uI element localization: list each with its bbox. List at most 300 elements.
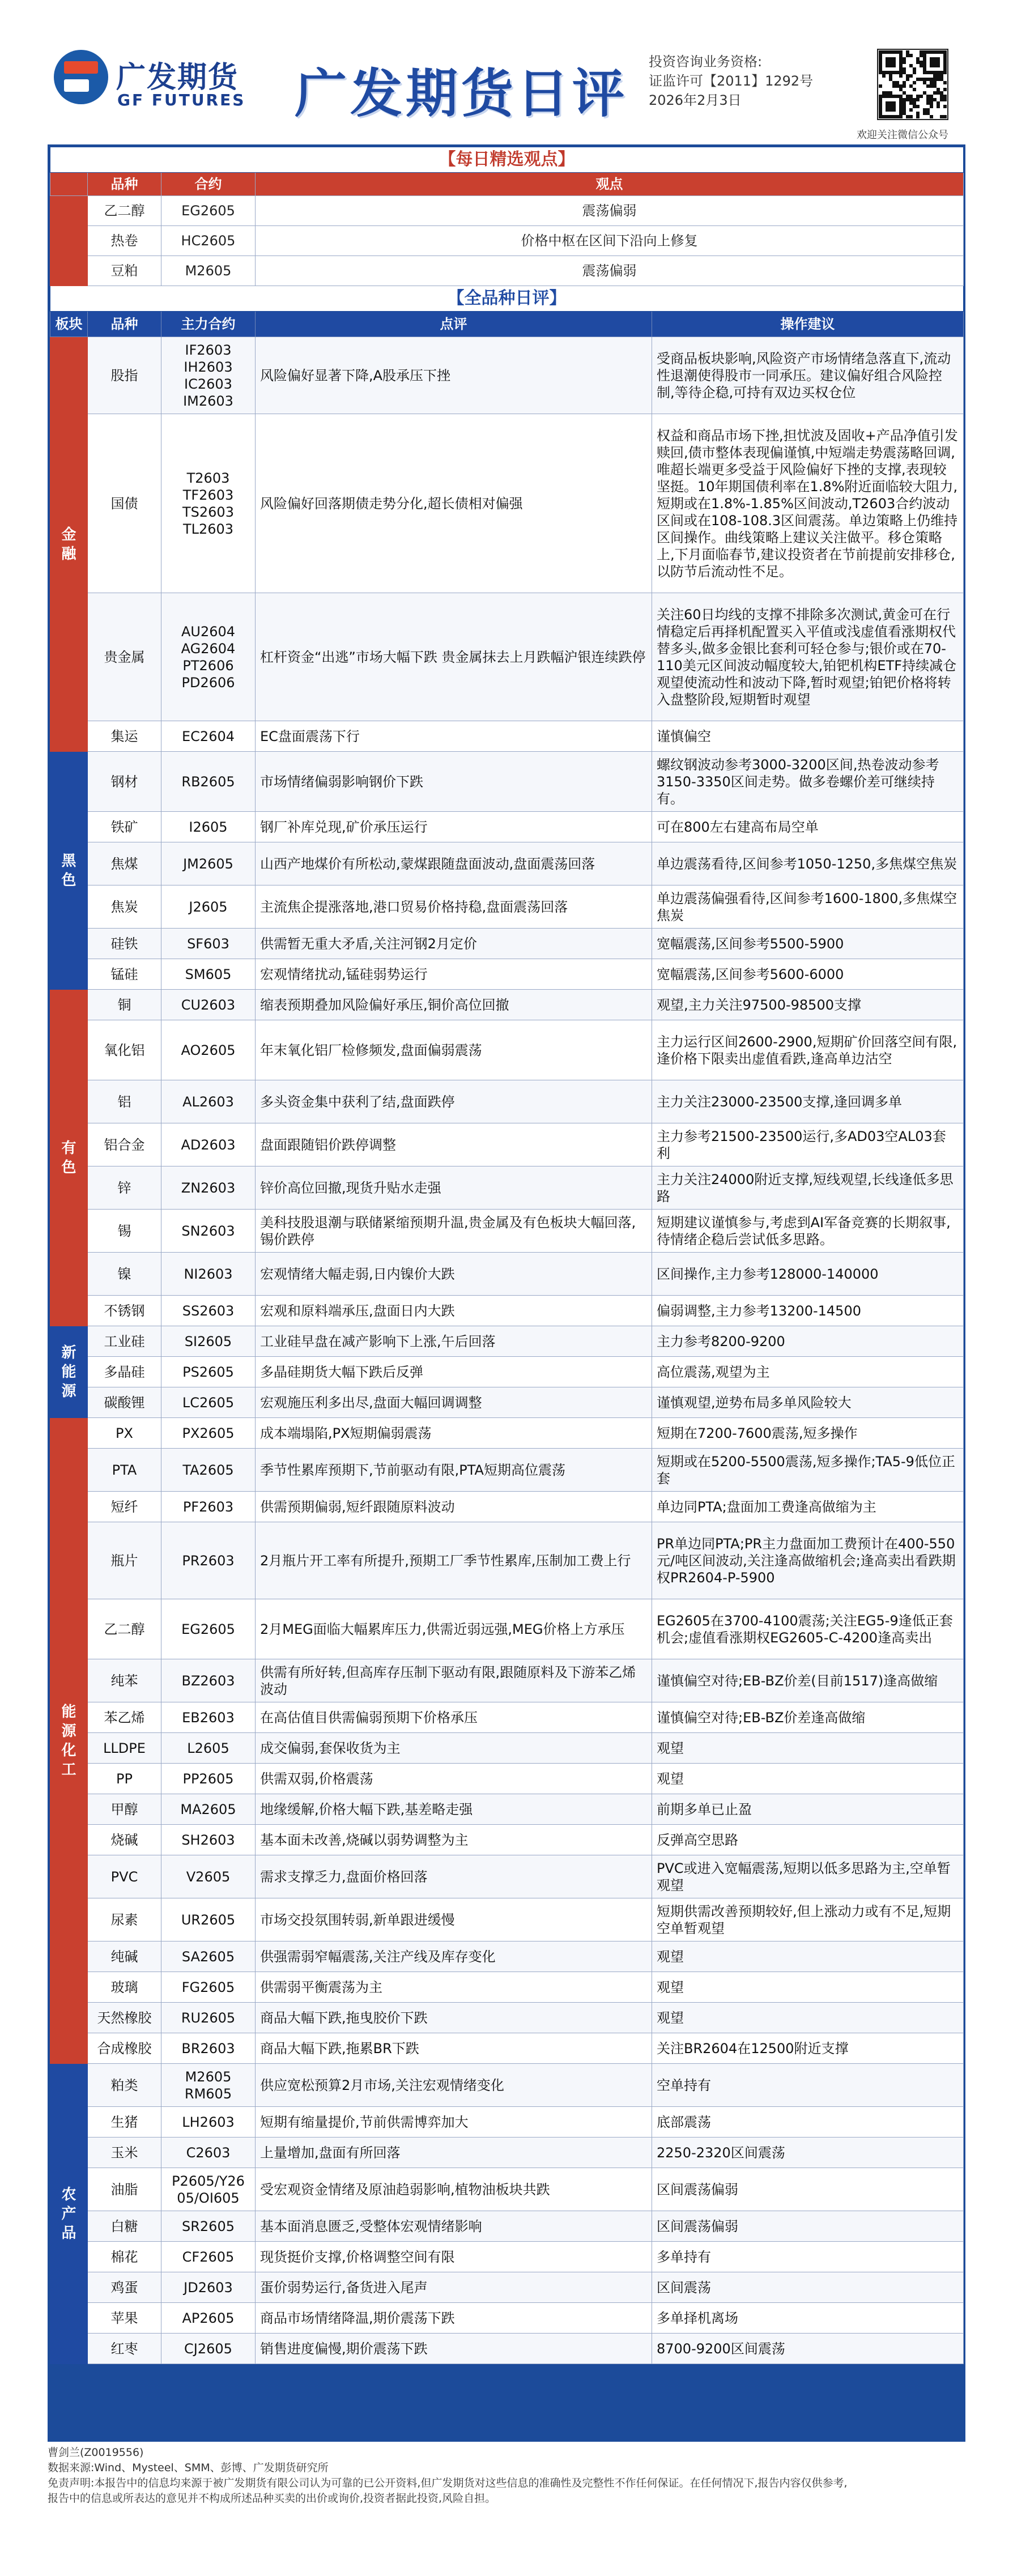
sector-name: 有色 bbox=[61, 1139, 76, 1176]
advice-text: 底部震荡 bbox=[652, 2107, 964, 2138]
variety-name: 苯乙烯 bbox=[88, 1702, 161, 1733]
comment-text: 受宏观资金情绪及原油趋弱影响,植物油板块共跌 bbox=[256, 2168, 652, 2211]
comment-text: 供需暂无重大矛盾,关注河钢2月定价 bbox=[256, 929, 652, 959]
advice-text: 高位震荡,观望为主 bbox=[652, 1357, 964, 1387]
comment-text: 成交偏弱,套保收货为主 bbox=[256, 1733, 652, 1764]
variety-row bbox=[50, 1418, 964, 1449]
variety-name: 锌 bbox=[88, 1166, 161, 1210]
advice-text: 多单择机离场 bbox=[652, 2303, 964, 2334]
logo-en: GF FUTURES bbox=[117, 91, 246, 109]
picks-header-variety: 品种 bbox=[88, 173, 161, 196]
header-advice: 操作建议 bbox=[652, 312, 964, 337]
qr-module bbox=[916, 115, 920, 118]
sector-label bbox=[50, 2064, 88, 2364]
variety-row bbox=[50, 1357, 964, 1387]
qr-module bbox=[903, 61, 906, 64]
variety-name: 国债 bbox=[88, 414, 161, 593]
picks-header-row bbox=[50, 173, 964, 196]
advice-text: 宽幅震荡,区间参考5500-5900 bbox=[652, 929, 964, 959]
comment-text: 供需弱平衡震荡为主 bbox=[256, 1972, 652, 2003]
footer bbox=[48, 2445, 965, 2570]
comment-text: 季节性累库预期下,节前驱动有限,PTA短期高位震荡 bbox=[256, 1449, 652, 1492]
comment-text: 在高估值目供需偏弱预期下价格承压 bbox=[256, 1702, 652, 1733]
pick-contract: M2605 bbox=[161, 256, 256, 286]
variety-name: 天然橡胶 bbox=[88, 2003, 161, 2033]
comment-text: 销售进度偏慢,期价震荡下跌 bbox=[256, 2334, 652, 2364]
advice-text: 偏弱调整,主力参考13200-14500 bbox=[652, 1296, 964, 1326]
variety-row bbox=[50, 1326, 964, 1357]
qr-module bbox=[943, 71, 947, 74]
logo-cn: 广发期货 bbox=[116, 61, 239, 95]
disclaimer-line2: 报告中的信息或所表达的意见并不构成所述品种买卖的出价或询价,投资者据此投资,风险自担。 bbox=[48, 2492, 496, 2505]
advice-text: 8700-9200区间震荡 bbox=[652, 2334, 964, 2364]
comment-text: 成本端塌陷,PX短期偏弱震荡 bbox=[256, 1418, 652, 1449]
comment-text: 多头资金集中获利了结,盘面跌停 bbox=[256, 1080, 652, 1123]
pick-contract: HC2605 bbox=[161, 226, 256, 256]
contract-code: IF2603 IH2603 IC2603 IM2603 bbox=[161, 337, 256, 414]
advice-text: 观望 bbox=[652, 1941, 964, 1972]
comment-text: 上量增加,盘面有所回落 bbox=[256, 2138, 652, 2168]
variety-name: 粕类 bbox=[88, 2064, 161, 2107]
variety-row bbox=[50, 2272, 964, 2303]
comment-text: 现货挺价支撑,价格调整空间有限 bbox=[256, 2242, 652, 2272]
advice-text: PR单边同PTA;PR主力盘面加工费预计在400-550元/吨区间波动,关注逢高做缩机会;逢高卖出看跌期权PR2604-P-5900 bbox=[652, 1522, 964, 1599]
advice-text: 空单持有 bbox=[652, 2064, 964, 2107]
pick-contract: EG2605 bbox=[161, 196, 256, 226]
variety-name: 集运 bbox=[88, 721, 161, 752]
variety-row bbox=[50, 414, 964, 593]
advice-text: 主力关注24000附近支撑,短线观望,长线逢低多思路 bbox=[652, 1166, 964, 1210]
comment-text: 缩表预期叠加风险偏好承压,铜价高位回撤 bbox=[256, 990, 652, 1020]
contract-code: JD2603 bbox=[161, 2272, 256, 2303]
sector-name: 金融 bbox=[61, 526, 76, 563]
qr-module bbox=[906, 78, 909, 81]
sector-label bbox=[50, 1326, 88, 1418]
advice-text: 主力参考21500-23500运行,多AD03空AL03套利 bbox=[652, 1123, 964, 1166]
variety-row bbox=[50, 1599, 964, 1659]
advice-text: 观望 bbox=[652, 1764, 964, 1794]
contract-code: PR2603 bbox=[161, 1522, 256, 1599]
advice-text: 2250-2320区间震荡 bbox=[652, 2138, 964, 2168]
advice-text: PVC或进入宽幅震荡,短期以低多思路为主,空单暂观望 bbox=[652, 1855, 964, 1898]
variety-row bbox=[50, 2107, 964, 2138]
comment-text: 供应宽松预算2月市场,关注宏观情绪变化 bbox=[256, 2064, 652, 2107]
variety-row bbox=[50, 337, 964, 414]
contract-code: SR2605 bbox=[161, 2211, 256, 2242]
variety-name: 玉米 bbox=[88, 2138, 161, 2168]
variety-row bbox=[50, 1449, 964, 1492]
pick-row-blank bbox=[50, 226, 88, 256]
comment-text: 工业硅早盘在减产影响下上涨,午后回落 bbox=[256, 1326, 652, 1357]
contract-code: I2605 bbox=[161, 812, 256, 842]
contract-code: SM605 bbox=[161, 959, 256, 990]
comment-text: 多晶硅期货大幅下跌后反弹 bbox=[256, 1357, 652, 1387]
sector-name: 黑色 bbox=[61, 852, 76, 889]
pick-row bbox=[50, 256, 964, 286]
advice-text: 螺纹钢波动参考3000-3200区间,热卷波动参考3150-3350区间走势。做多卷螺价差可继续持有。 bbox=[652, 752, 964, 812]
data-source-line: 数据来源:Wind、Mysteel、SMM、彭博、广发期货研究所 bbox=[48, 2462, 329, 2474]
comment-text: 宏观情绪扰动,锰硅弱势运行 bbox=[256, 959, 652, 990]
comment-text: 美科技股退潮与联储紧缩预期升温,贵金属及有色板块大幅回落,锡价跌停 bbox=[256, 1210, 652, 1253]
pick-row bbox=[50, 196, 964, 226]
license-line2: 证监许可【2011】1292号 bbox=[649, 73, 814, 89]
variety-row bbox=[50, 1296, 964, 1326]
contract-code: M2605 RM605 bbox=[161, 2064, 256, 2107]
advice-text: 短期建议谨慎参与,考虑到AI军备竞赛的长期叙事,待情绪企稳后尝试低多思路。 bbox=[652, 1210, 964, 1253]
variety-row bbox=[50, 2211, 964, 2242]
comment-text: EC盘面震荡下行 bbox=[256, 721, 652, 752]
contract-code: C2603 bbox=[161, 2138, 256, 2168]
contract-code: SH2603 bbox=[161, 1825, 256, 1855]
variety-row bbox=[50, 1492, 964, 1522]
header-sector: 板块 bbox=[50, 312, 88, 337]
comment-text: 商品大幅下跌,拖曳胶价下跌 bbox=[256, 2003, 652, 2033]
contract-code: CU2603 bbox=[161, 990, 256, 1020]
advice-text: 谨慎偏空对待;EB-BZ价差逢高做缩 bbox=[652, 1702, 964, 1733]
variety-row bbox=[50, 2003, 964, 2033]
comment-text: 2月瓶片开工率有所提升,预期工厂季节性累库,压制加工费上行 bbox=[256, 1522, 652, 1599]
advice-text: 可在800左右建高布局空单 bbox=[652, 812, 964, 842]
variety-name: 铁矿 bbox=[88, 812, 161, 842]
variety-name: 不锈钢 bbox=[88, 1296, 161, 1326]
contract-code: SF603 bbox=[161, 929, 256, 959]
header-variety: 品种 bbox=[88, 312, 161, 337]
variety-row bbox=[50, 2334, 964, 2364]
contract-code: AL2603 bbox=[161, 1080, 256, 1123]
variety-name: 纯苯 bbox=[88, 1659, 161, 1702]
variety-row bbox=[50, 2242, 964, 2272]
variety-row bbox=[50, 1733, 964, 1764]
header-contract: 主力合约 bbox=[161, 312, 256, 337]
license-line1: 投资咨询业务资格: bbox=[649, 54, 763, 70]
qr-module bbox=[943, 81, 947, 84]
advice-text: 权益和商品市场下挫,担忧波及固收+产品净值引发赎回,债市整体表现偏谨慎,中短端走势震荡略回调,唯超长端更多受益于风险偏好下挫的支撑,表现较坚挺。10年期国债利率在1.8%附近面临较大阻力,短期或在1.8%-1.85%区间波动,T2603合约波动区间或在108-108.3区间震荡。单边策略上仍维持区间操作。曲线策略上建议关注做平。移仓策略上,下月面临春节,建议投资者在节前提前安排移仓,以防节后流动性不足。 bbox=[652, 414, 964, 593]
pick-variety: 乙二醇 bbox=[88, 196, 161, 226]
qr-module bbox=[909, 115, 913, 118]
variety-name: 铝合金 bbox=[88, 1123, 161, 1166]
variety-row bbox=[50, 1387, 964, 1418]
comment-text: 风险偏好回落期债走势分化,超长债相对偏强 bbox=[256, 414, 652, 593]
variety-name: 钢材 bbox=[88, 752, 161, 812]
qr-module bbox=[930, 105, 933, 108]
variety-row bbox=[50, 721, 964, 752]
advice-text: 关注60日均线的支撑不排除多次测试,黄金可在行情稳定后再择机配置买入平值或浅虚值看涨期权代替多头,做多金银比套利可轻仓参与;银价或在70-110美元区间波动幅度较大,铂钯机构ETF持续减仓观望使流动性和波动下降,暂时观望;铂钯价格将转入盘整阶段,短期暂时观望 bbox=[652, 593, 964, 721]
contract-code: AD2603 bbox=[161, 1123, 256, 1166]
contract-code: SA2605 bbox=[161, 1941, 256, 1972]
variety-name: 甲醇 bbox=[88, 1794, 161, 1825]
comment-text: 短期有缩量提价,节前供需博弈加大 bbox=[256, 2107, 652, 2138]
qr-module bbox=[882, 74, 886, 78]
variety-name: 镍 bbox=[88, 1253, 161, 1296]
comment-text: 商品大幅下跌,拖累BR下跌 bbox=[256, 2033, 652, 2064]
contract-code: CF2605 bbox=[161, 2242, 256, 2272]
variety-row bbox=[50, 2303, 964, 2334]
contract-code: P2605/Y26 05/OI605 bbox=[161, 2168, 256, 2211]
advice-text: 谨慎观望,逆势布局多单风险较大 bbox=[652, 1387, 964, 1418]
comment-text: 宏观施压利多出尽,盘面大幅回调调整 bbox=[256, 1387, 652, 1418]
disclaimer-line1: 免责声明:本报告中的信息均来源于被广发期货有限公司认为可靠的已公开资料,但广发期货对这些信息的准确性及完整性不作任何保证。在任何情况下,报告内容仅供参考, bbox=[48, 2477, 848, 2489]
variety-row bbox=[50, 1659, 964, 1702]
variety-name: PP bbox=[88, 1764, 161, 1794]
contract-code: NI2603 bbox=[161, 1253, 256, 1296]
variety-name: 硅铁 bbox=[88, 929, 161, 959]
contract-code: MA2605 bbox=[161, 1794, 256, 1825]
comment-text: 供需双弱,价格震荡 bbox=[256, 1764, 652, 1794]
variety-name: 工业硅 bbox=[88, 1326, 161, 1357]
sector-label bbox=[50, 1418, 88, 2064]
variety-row bbox=[50, 1020, 964, 1080]
qr-module bbox=[913, 81, 916, 84]
contract-code: LC2605 bbox=[161, 1387, 256, 1418]
variety-row bbox=[50, 1972, 964, 2003]
contract-code: RB2605 bbox=[161, 752, 256, 812]
contract-code: AU2604 AG2604 PT2606 PD2606 bbox=[161, 593, 256, 721]
contract-code: AO2605 bbox=[161, 1020, 256, 1080]
variety-name: 铜 bbox=[88, 990, 161, 1020]
variety-name: 氧化铝 bbox=[88, 1020, 161, 1080]
variety-row bbox=[50, 1898, 964, 1941]
pick-view: 震荡偏弱 bbox=[256, 256, 964, 286]
advice-text: 谨慎偏空对待;EB-BZ价差(目前1517)逢高做缩 bbox=[652, 1659, 964, 1702]
contract-code: AP2605 bbox=[161, 2303, 256, 2334]
contract-code: SI2605 bbox=[161, 1326, 256, 1357]
sector-name: 农产品 bbox=[61, 2186, 76, 2242]
variety-name: 锰硅 bbox=[88, 959, 161, 990]
contract-code: EC2604 bbox=[161, 721, 256, 752]
pick-variety: 热卷 bbox=[88, 226, 161, 256]
variety-row bbox=[50, 929, 964, 959]
qr-module bbox=[943, 98, 947, 101]
contract-code: EB2603 bbox=[161, 1702, 256, 1733]
comment-text: 基本面未改善,烧碱以弱势调整为主 bbox=[256, 1825, 652, 1855]
qr-module bbox=[943, 115, 947, 118]
picks-header-view: 观点 bbox=[256, 173, 964, 196]
pick-view: 震荡偏弱 bbox=[256, 196, 964, 226]
qr-module bbox=[916, 98, 920, 101]
advice-text: 单边震荡偏强看待,区间参考1600-1800,多焦煤空焦炭 bbox=[652, 885, 964, 929]
sector-name: 能源化工 bbox=[61, 1703, 76, 1778]
qr-module bbox=[892, 64, 896, 67]
contract-code: L2605 bbox=[161, 1733, 256, 1764]
variety-name: 短纤 bbox=[88, 1492, 161, 1522]
advice-text: 观望,主力关注97500-98500支撑 bbox=[652, 990, 964, 1020]
advice-text: 宽幅震荡,区间参考5600-6000 bbox=[652, 959, 964, 990]
contract-code: PF2603 bbox=[161, 1492, 256, 1522]
variety-row bbox=[50, 1253, 964, 1296]
contract-code: LH2603 bbox=[161, 2107, 256, 2138]
variety-name: 多晶硅 bbox=[88, 1357, 161, 1387]
advice-text: 观望 bbox=[652, 1972, 964, 2003]
contract-code: ZN2603 bbox=[161, 1166, 256, 1210]
variety-row bbox=[50, 1855, 964, 1898]
qr-module bbox=[937, 64, 940, 67]
comment-text: 宏观和原料端承压,盘面日内大跌 bbox=[256, 1296, 652, 1326]
comment-text: 钢厂补库兑现,矿价承压运行 bbox=[256, 812, 652, 842]
qr-module bbox=[937, 105, 940, 108]
variety-row bbox=[50, 752, 964, 812]
qr-code-icon[interactable] bbox=[877, 49, 948, 120]
sector-name: 新能源 bbox=[61, 1344, 76, 1400]
comment-text: 风险偏好显著下降,A股承压下挫 bbox=[256, 337, 652, 414]
variety-name: 白糖 bbox=[88, 2211, 161, 2242]
comment-text: 市场交投氛围转弱,新单跟进缓慢 bbox=[256, 1898, 652, 1941]
contract-code: JM2605 bbox=[161, 842, 256, 885]
variety-row bbox=[50, 1764, 964, 1794]
qr-module bbox=[943, 88, 947, 91]
variety-row bbox=[50, 1210, 964, 1253]
variety-name: 乙二醇 bbox=[88, 1599, 161, 1659]
contract-code: V2605 bbox=[161, 1855, 256, 1898]
advice-text: 短期在7200-7600震荡,短多操作 bbox=[652, 1418, 964, 1449]
advice-text: 观望 bbox=[652, 1733, 964, 1764]
variety-name: 纯碱 bbox=[88, 1941, 161, 1972]
picks-header-blank bbox=[50, 173, 88, 196]
qr-module bbox=[930, 115, 933, 118]
contract-code: SN2603 bbox=[161, 1210, 256, 1253]
advice-text: 主力运行区间2600-2900,短期矿价回落空间有限,逢价格下限卖出虚值看跌,逢高单边沽空 bbox=[652, 1020, 964, 1080]
variety-row bbox=[50, 2168, 964, 2211]
contract-code: BR2603 bbox=[161, 2033, 256, 2064]
comment-text: 市场情绪偏弱影响钢价下跌 bbox=[256, 752, 652, 812]
sector-label bbox=[50, 990, 88, 1326]
variety-name: 鸡蛋 bbox=[88, 2272, 161, 2303]
variety-row bbox=[50, 1166, 964, 1210]
advice-text: 短期供需改善预期较好,但上涨动力或有不足,短期空单暂观望 bbox=[652, 1898, 964, 1941]
analyst-line: 曹剑兰(Z0019556) bbox=[48, 2446, 144, 2459]
comment-text: 宏观情绪大幅走弱,日内镍价大跌 bbox=[256, 1253, 652, 1296]
license-info bbox=[649, 52, 813, 110]
contract-code: BZ2603 bbox=[161, 1659, 256, 1702]
variety-name: PTA bbox=[88, 1449, 161, 1492]
contract-code: CJ2605 bbox=[161, 2334, 256, 2364]
variety-row bbox=[50, 2064, 964, 2107]
variety-name: 尿素 bbox=[88, 1898, 161, 1941]
variety-row bbox=[50, 1080, 964, 1123]
variety-name: 红枣 bbox=[88, 2334, 161, 2364]
all-header-row bbox=[50, 312, 964, 337]
report-date: 2026年2月3日 bbox=[649, 92, 742, 108]
variety-name: LLDPE bbox=[88, 1733, 161, 1764]
advice-text: 前期多单已止盈 bbox=[652, 1794, 964, 1825]
variety-name: PVC bbox=[88, 1855, 161, 1898]
variety-name: 玻璃 bbox=[88, 1972, 161, 2003]
advice-text: 区间震荡偏弱 bbox=[652, 2211, 964, 2242]
pick-row-blank bbox=[50, 256, 88, 286]
comment-text: 需求支撑乏力,盘面价格回落 bbox=[256, 1855, 652, 1898]
contract-code: UR2605 bbox=[161, 1898, 256, 1941]
pick-variety: 豆粕 bbox=[88, 256, 161, 286]
variety-name: 铝 bbox=[88, 1080, 161, 1123]
variety-name: 合成橡胶 bbox=[88, 2033, 161, 2064]
advice-text: 受商品板块影响,风险资产市场情绪急落直下,流动性退潮使得股市一同承压。建议偏好组合风险控制,等待企稳,可持有双边买权仓位 bbox=[652, 337, 964, 414]
variety-row bbox=[50, 2033, 964, 2064]
comment-text: 蛋价弱势运行,备货进入尾声 bbox=[256, 2272, 652, 2303]
contract-code: FG2605 bbox=[161, 1972, 256, 2003]
comment-text: 山西产地煤价有所松动,蒙煤跟随盘面波动,盘面震荡回落 bbox=[256, 842, 652, 885]
sector-label bbox=[50, 752, 88, 990]
variety-row bbox=[50, 990, 964, 1020]
qr-module bbox=[879, 84, 882, 88]
comment-text: 主流焦企提涨落地,港口贸易价格持稳,盘面震荡回落 bbox=[256, 885, 652, 929]
page-title: 广发期货日评 bbox=[295, 63, 628, 124]
qr-module bbox=[892, 108, 896, 112]
variety-row bbox=[50, 1794, 964, 1825]
gf-logo-icon bbox=[54, 50, 108, 104]
sector-label bbox=[50, 337, 88, 752]
variety-row bbox=[50, 1123, 964, 1166]
picks-section-title: 【每日精选观点】 bbox=[50, 147, 964, 173]
qr-module bbox=[909, 74, 913, 78]
qr-module bbox=[916, 105, 920, 108]
contract-code: SS2603 bbox=[161, 1296, 256, 1326]
variety-name: 烧碱 bbox=[88, 1825, 161, 1855]
advice-text: 主力参考8200-9200 bbox=[652, 1326, 964, 1357]
variety-row bbox=[50, 1825, 964, 1855]
contract-code: J2605 bbox=[161, 885, 256, 929]
comment-text: 杠杆资金“出逃”市场大幅下跌 贵金属抹去上月跌幅沪银连续跌停 bbox=[256, 593, 652, 721]
advice-text: 谨慎偏空 bbox=[652, 721, 964, 752]
variety-name: 贵金属 bbox=[88, 593, 161, 721]
advice-text: 区间震荡 bbox=[652, 2272, 964, 2303]
variety-name: 锡 bbox=[88, 1210, 161, 1253]
advice-text: 区间操作,主力参考128000-140000 bbox=[652, 1253, 964, 1296]
comment-text: 供需有所好转,但高库存压制下驱动有限,跟随原料及下游苯乙烯波动 bbox=[256, 1659, 652, 1702]
comment-text: 锌价高位回撤,现货升贴水走强 bbox=[256, 1166, 652, 1210]
variety-name: 生猪 bbox=[88, 2107, 161, 2138]
company-logo bbox=[54, 50, 292, 124]
pick-row bbox=[50, 226, 964, 256]
pick-view: 价格中枢在区间下沿向上修复 bbox=[256, 226, 964, 256]
qr-module bbox=[913, 88, 916, 91]
advice-text: 关注BR2604在12500附近支撑 bbox=[652, 2033, 964, 2064]
review-table-frame bbox=[48, 144, 965, 2442]
advice-text: 反弹高空思路 bbox=[652, 1825, 964, 1855]
comment-text: 2月MEG面临大幅累库压力,供需近弱远强,MEG价格上方承压 bbox=[256, 1599, 652, 1659]
advice-text: 观望 bbox=[652, 2003, 964, 2033]
advice-text: 主力关注23000-23500支撑,逢回调多单 bbox=[652, 1080, 964, 1123]
qr-module bbox=[903, 84, 906, 88]
variety-row bbox=[50, 1522, 964, 1599]
variety-row bbox=[50, 885, 964, 929]
comment-text: 盘面跟随铝价跌停调整 bbox=[256, 1123, 652, 1166]
variety-name: 焦炭 bbox=[88, 885, 161, 929]
comment-text: 基本面消息匮乏,受整体宏观情绪影响 bbox=[256, 2211, 652, 2242]
contract-code: EG2605 bbox=[161, 1599, 256, 1659]
variety-name: 碳酸锂 bbox=[88, 1387, 161, 1418]
header bbox=[0, 0, 1013, 142]
advice-text: 单边震荡看待,区间参考1050-1250,多焦煤空焦炭 bbox=[652, 842, 964, 885]
advice-text: 多单持有 bbox=[652, 2242, 964, 2272]
contract-code: PP2605 bbox=[161, 1764, 256, 1794]
variety-name: 苹果 bbox=[88, 2303, 161, 2334]
variety-row bbox=[50, 812, 964, 842]
comment-text: 地缘缓解,价格大幅下跌,基差略走强 bbox=[256, 1794, 652, 1825]
pick-row-blank bbox=[50, 196, 88, 226]
review-table bbox=[50, 147, 964, 2364]
contract-code: PX2605 bbox=[161, 1418, 256, 1449]
qr-module bbox=[920, 95, 923, 98]
qr-module bbox=[943, 105, 947, 108]
advice-text: 区间震荡偏弱 bbox=[652, 2168, 964, 2211]
picks-header-contract: 合约 bbox=[161, 173, 256, 196]
qr-caption: 欢迎关注微信公众号 bbox=[857, 129, 948, 141]
variety-name: 瓶片 bbox=[88, 1522, 161, 1599]
qr-module bbox=[899, 115, 903, 118]
advice-text: 短期或在5200-5500震荡,短多操作;TA5-9低位正套 bbox=[652, 1449, 964, 1492]
qr-module bbox=[899, 74, 903, 78]
variety-row bbox=[50, 959, 964, 990]
variety-row bbox=[50, 2138, 964, 2168]
